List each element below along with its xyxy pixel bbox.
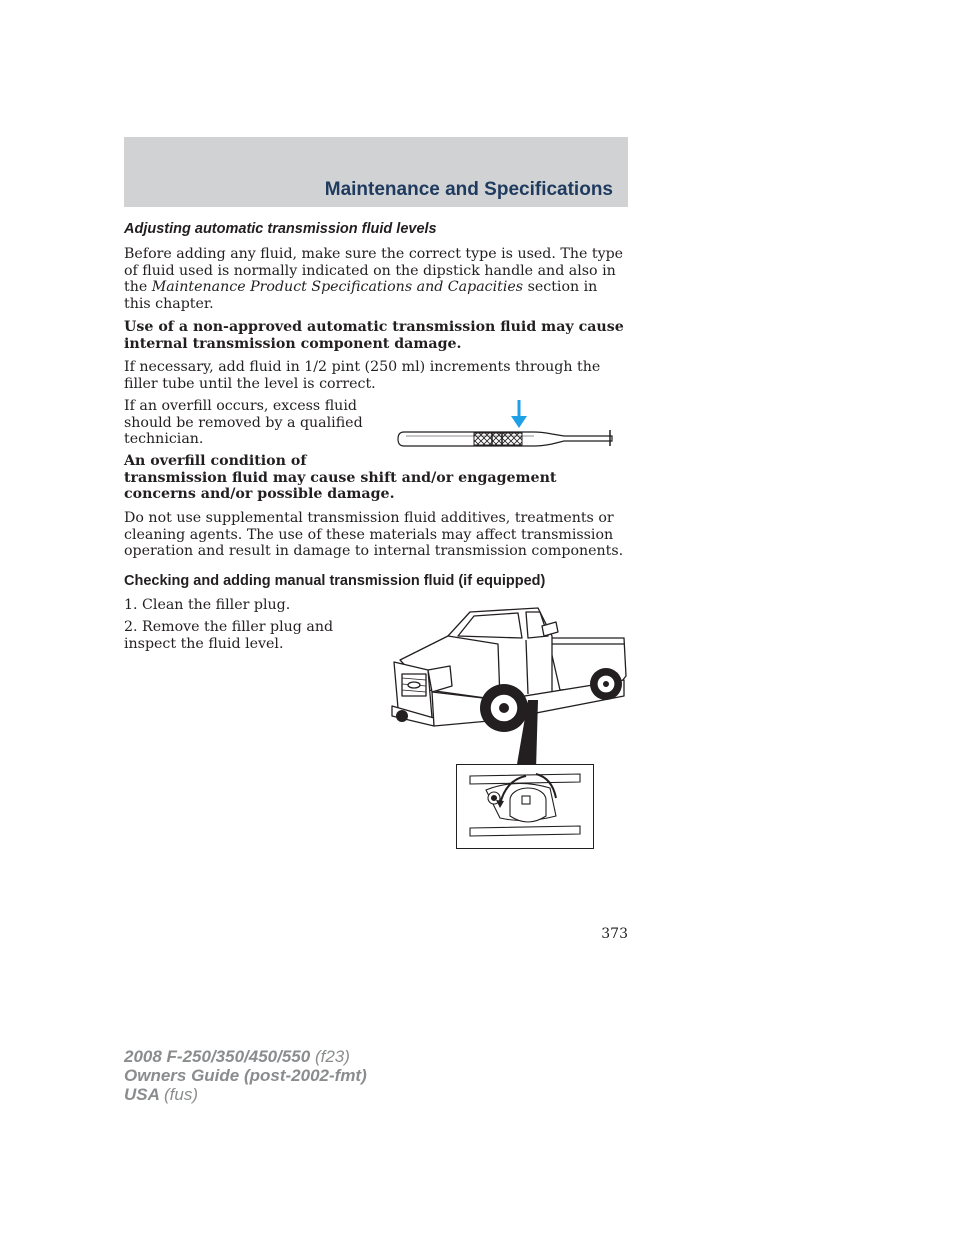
section-title: Maintenance and Specifications	[324, 179, 613, 200]
footer-model-code: (f23)	[314, 1047, 350, 1066]
heading-adjusting-fluid: Adjusting automatic transmission fluid levels	[124, 221, 437, 237]
step-clean-plug: 1. Clean the filler plug.	[124, 597, 291, 613]
paragraph-overfill: If an overfill occurs, excess fluid should be removed by a qualified technician.	[124, 398, 363, 447]
paragraph-add-fluid: If necessary, add fluid in 1/2 pint (250 ml) increments through the filler tube until the level is correct.	[124, 359, 601, 392]
truck-front-wheel	[480, 684, 528, 732]
dipstick-icon	[394, 396, 620, 452]
footer-line-3	[124, 1085, 367, 1104]
paragraph-additives: Do not use supplemental transmission fluid additives, treatments or cleaning agents. The use of these materials may affect transmission operation and result in damage to internal transmission components.	[124, 510, 624, 559]
paragraph-fluid-type-a: Before adding any fluid, make sure the correct type is used. The type of fluid used is normally indicated on the dipstick handle and also in the	[124, 246, 624, 295]
paragraph-fluid-type	[124, 246, 628, 312]
paragraph-fluid-type-ref: Maintenance Product Specifications and Capacities	[151, 279, 524, 295]
warning-overfill	[124, 453, 628, 503]
filler-plug-detail-icon	[456, 764, 594, 850]
warning-overfill-rest: transmission fluid may cause shift and/or engagement concerns and/or possible damage.	[124, 469, 557, 502]
footer-market: USA	[124, 1085, 160, 1104]
page-number: 373	[601, 926, 628, 942]
footer-market-code: (fus)	[164, 1085, 198, 1104]
paragraph-fluid-type-b: section in this chapter.	[124, 279, 598, 312]
section-header-bar	[124, 137, 628, 207]
footer-line-1	[124, 1047, 367, 1066]
truck-icon	[388, 600, 632, 770]
warning-non-approved-fluid: Use of a non-approved automatic transmission fluid may cause internal transmission component damage.	[124, 319, 624, 352]
dipstick-arrow-head	[511, 416, 527, 428]
warning-overfill-line1: An overfill condition of	[124, 453, 307, 469]
truck-rear-wheel	[590, 668, 622, 700]
footer-model: 2008 F-250/350/450/550	[124, 1047, 311, 1066]
footer-line-2: Owners Guide (post-2002-fmt)	[124, 1066, 367, 1085]
heading-manual-transmission: Checking and adding manual transmission fluid (if equipped)	[124, 573, 546, 589]
step-remove-plug: 2. Remove the filler plug and inspect the fluid level.	[124, 619, 334, 652]
document-footer	[124, 1047, 367, 1104]
